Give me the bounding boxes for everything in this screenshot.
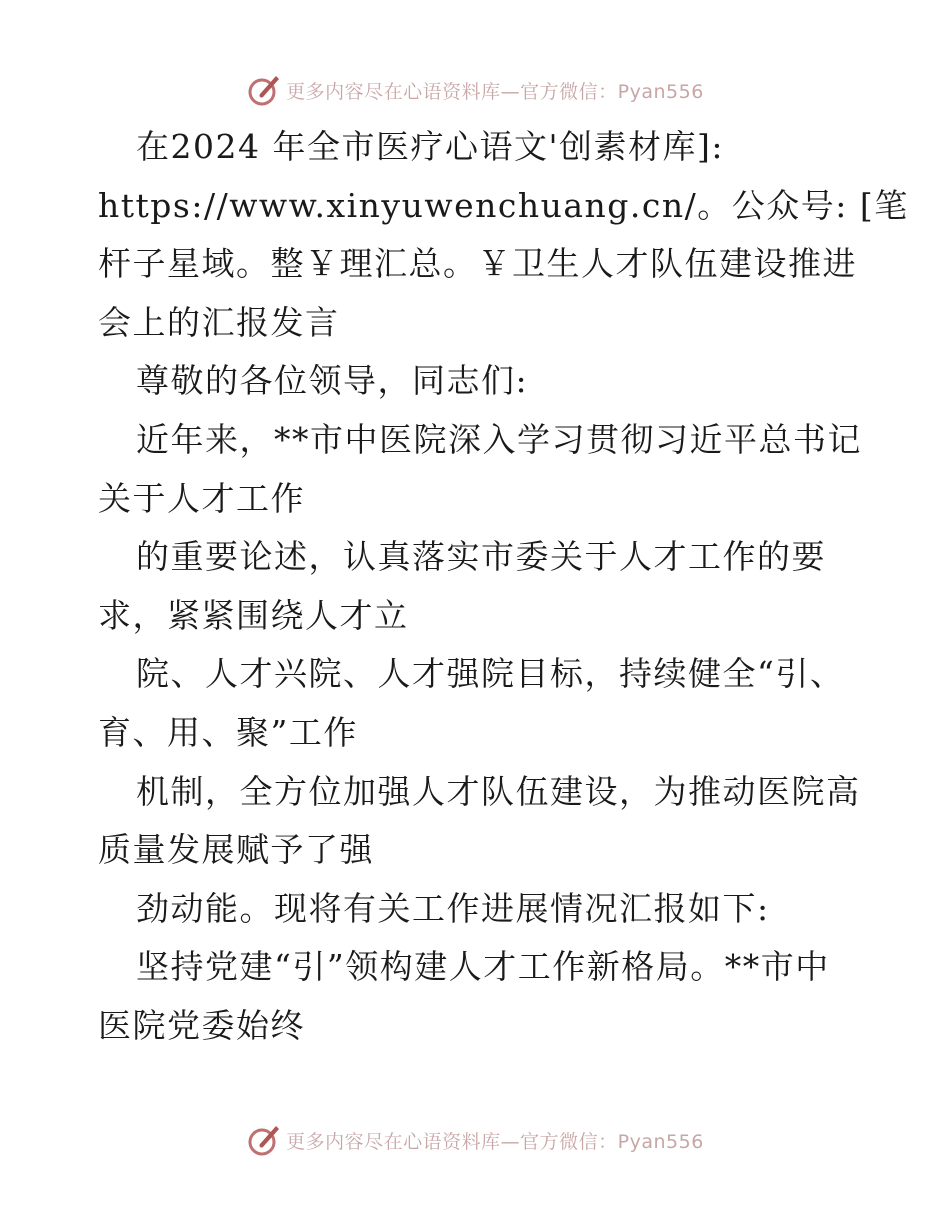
text-line: 会上的汇报发言 (98, 302, 340, 342)
text-line: 近年来，**市中医院深入学习贯彻习近平总书记 (136, 419, 862, 459)
watermark-banner-top (0, 70, 950, 110)
watermark-text: 更多内容尽在心语资料库—官方微信：Pyan556 (286, 80, 704, 103)
pen-nib-circle-icon (246, 1122, 282, 1158)
text-line: 院、人才兴院、人才强院目标，持续健全“引、 (136, 654, 845, 694)
text-line: 医院党委始终 (98, 1005, 305, 1045)
text-line: 劲动能。现将有关工作进展情况汇报如下: (136, 888, 770, 928)
text-line: 育、用、聚”工作 (98, 712, 358, 752)
pen-nib-circle-icon (246, 72, 282, 108)
watermark-banner-bottom (0, 1120, 950, 1160)
text-line: 的重要论述，认真落实市委关于人才工作的要 (136, 537, 826, 577)
text-line: 质量发展赋予了强 (98, 830, 374, 870)
text-line: 坚持党建“引”领构建人才工作新格局。**市中 (136, 947, 830, 987)
text-line: 在2024 年全市医疗心语文'创素材库]: (136, 127, 725, 166)
text-line: 杆子星域。整￥理汇总。￥卫生人才队伍建设推进 (98, 244, 857, 284)
text-line: 关于人才工作 (98, 478, 305, 518)
text-line: 尊敬的各位领导，同志们: (136, 361, 529, 401)
document-body (98, 118, 909, 1056)
text-line: 求，紧紧围绕人才立 (98, 595, 409, 635)
text-line: https://www.xinyuwenchuang.cn/。公众号: [笔 (98, 185, 909, 225)
watermark-text: 更多内容尽在心语资料库—官方微信：Pyan556 (286, 1130, 704, 1153)
text-line: 机制，全方位加强人才队伍建设，为推动医院高 (136, 771, 861, 811)
